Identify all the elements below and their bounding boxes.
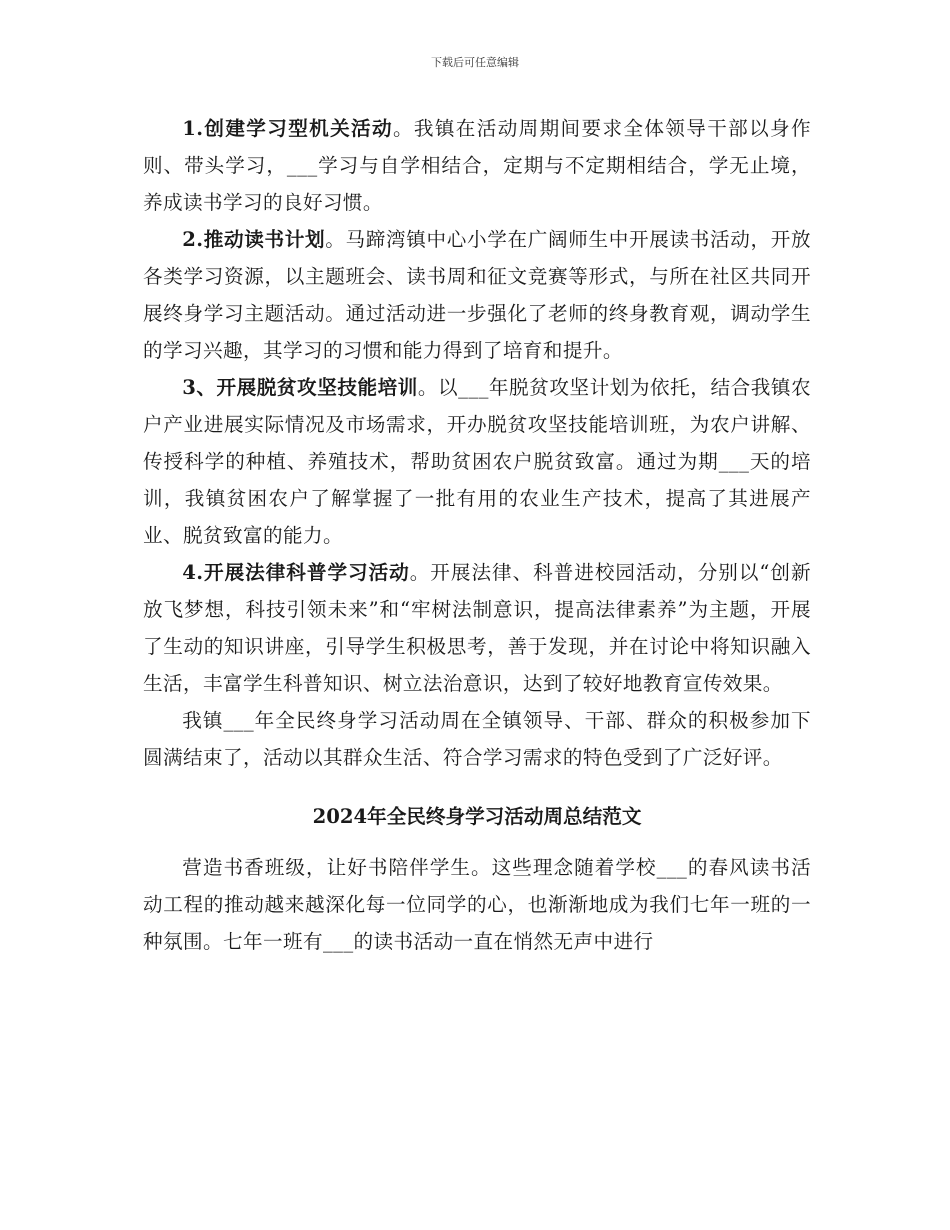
paragraph-4 <box>143 554 811 702</box>
paragraph-heading: 1.创建学习型机关活动 <box>182 117 393 140</box>
paragraph-6 <box>143 849 811 960</box>
header-note: 下载后可任意编辑 <box>431 56 519 69</box>
section-title: 2024年全民终身学习活动周总结范文 <box>312 805 642 828</box>
paragraph-heading: 3、开展脱贫攻坚技能培训 <box>182 376 418 399</box>
paragraph-3 <box>143 369 811 554</box>
paragraph-text: 。开展法律、科普进校园活动，分别以“创新放飞梦想，科技引领未来”和“牢树法制意识，提高法律素养”为主题，开展了生动的知识讲座，引导学生积极思考，善于发现，并在讨论中将知识融入生活，丰富学生科普知识、树立法治意识，达到了较好地教育宣传效果。 <box>143 561 811 695</box>
paragraph-text: 。我镇在活动周期间要求全体领导干部以身作则、带头学习，___学习与自学相结合，定期与不定期相结合，学无止境，养成读书学习的良好习惯。 <box>143 117 811 214</box>
paragraph-text: 。以___年脱贫攻坚计划为依托，结合我镇农户产业进展实际情况及市场需求，开办脱贫攻坚技能培训班，为农户讲解、传授科学的种植、养殖技术，帮助贫困农户脱贫致富。通过为期___天的培训，我镇贫困农户了解掌握了一批有用的农业生产技术，提高了其进展产业、脱贫致富的能力。 <box>143 376 811 547</box>
paragraph-2 <box>143 221 811 369</box>
paragraph-text: 。马蹄湾镇中心小学在广阔师生中开展读书活动，开放各类学习资源，以主题班会、读书周和征文竞赛等形式，与所在社区共同开展终身学习主题活动。通过活动进一步强化了老师的终身教育观，调动学生的学习兴趣，其学习的习惯和能力得到了培育和提升。 <box>143 228 811 362</box>
paragraph-heading: 4.开展法律科普学习活动 <box>182 561 410 584</box>
paragraph-heading: 2.推动读书计划 <box>182 228 326 251</box>
paragraph-text: 我镇___年全民终身学习活动周在全镇领导、干部、群众的积极参加下圆满结束了，活动以其群众生活、符合学习需求的特色受到了广泛好评。 <box>143 709 811 769</box>
paragraph-5 <box>143 702 811 776</box>
paragraph-text: 营造书香班级，让好书陪伴学生。这些理念随着学校___的春风读书活动工程的推动越来越深化每一位同学的心，也渐渐地成为我们七年一班的一种氛围。七年一班有___的读书活动一直在悄然无声中进行 <box>143 856 811 953</box>
document-body <box>143 110 811 960</box>
paragraph-1 <box>143 110 811 221</box>
